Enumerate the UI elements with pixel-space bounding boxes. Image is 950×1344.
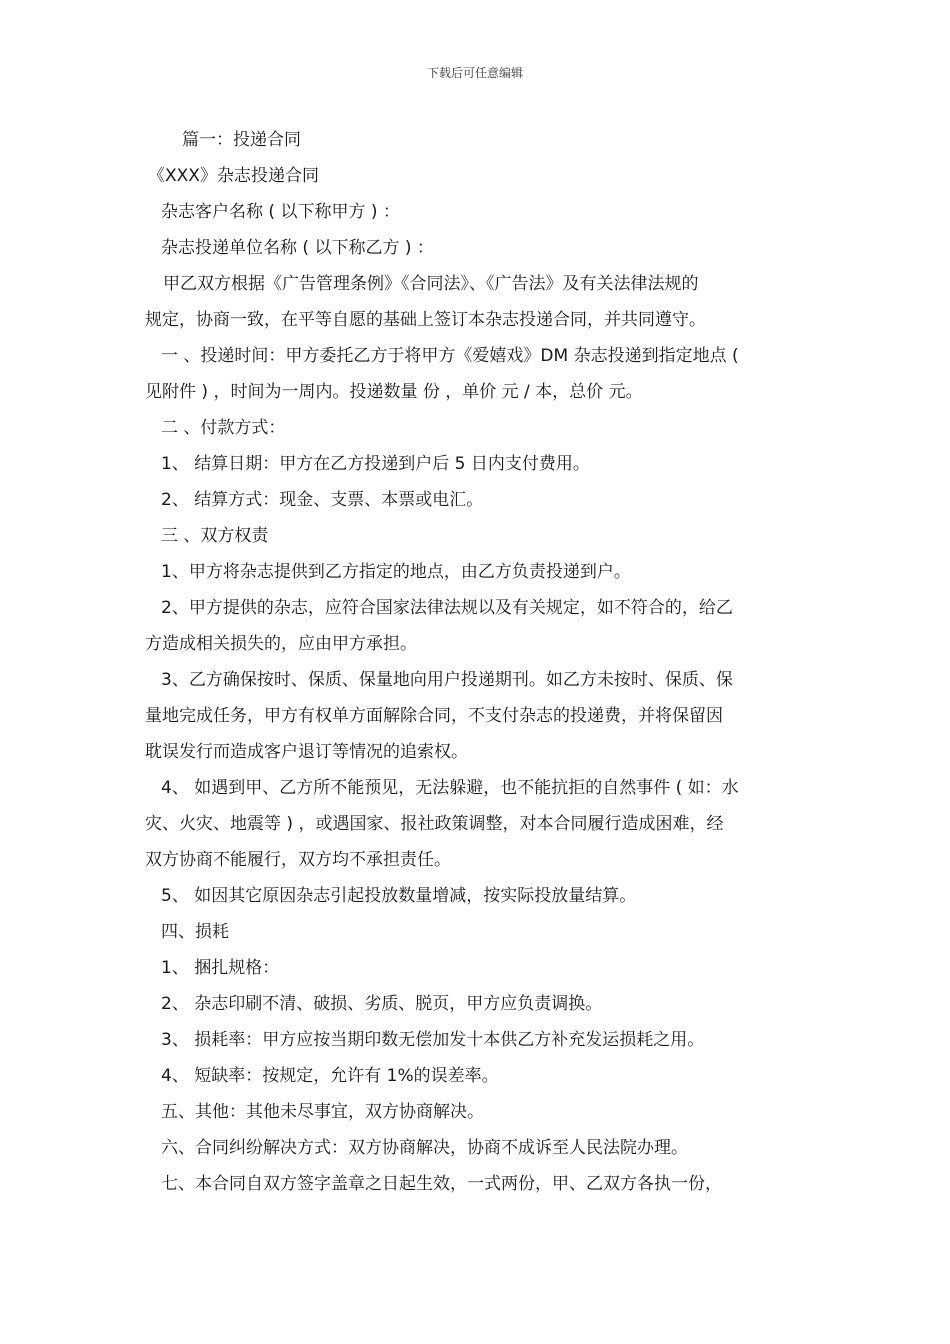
paragraph-line: 规定，协商一致，在平等自愿的基础上签订本杂志投递合同，并共同遵守。 [145, 310, 706, 330]
clause-heading: 二 、付款方式： [161, 418, 286, 438]
list-item: 3、乙方确保按时、保质、保量地向用户投递期刊。如乙方未按时、保质、保 [161, 670, 733, 690]
document-body [145, 122, 810, 1202]
paragraph-line: 甲乙双方根据《广告管理条例》《合同法》、《广告法》及有关法律法规的 [163, 274, 699, 294]
list-item: 3、 损耗率：甲方应按当期印数无偿加发十本供乙方补充发运损耗之用。 [161, 1030, 705, 1050]
clause-heading: 三 、双方权责 [161, 526, 269, 546]
clause-heading: 七、本合同自双方签字盖章之日起生效，一式两份，甲、乙双方各执一份， [161, 1174, 722, 1194]
section-title: 篇一：投递合同 [182, 130, 301, 150]
list-item: 5、 如因其它原因杂志引起投放数量增减，按实际投放量结算。 [161, 886, 637, 906]
paragraph-line: 量地完成任务，甲方有权单方面解除合同，不支付杂志的投递费，并将保留因 [145, 706, 723, 726]
page-header: 下载后可任意编辑 [426, 66, 523, 80]
paragraph-line: 灾、火灾、地震等 ) ，或遇国家、报社政策调整，对本合同履行造成困难，经 [145, 814, 724, 834]
contract-title: 《XXX》杂志投递合同 [148, 166, 319, 186]
paragraph-line: 方造成相关损失的，应由甲方承担。 [145, 634, 417, 654]
list-item: 4、 如遇到甲、乙方所不能预见，无法躲避，也不能抗拒的自然事件 ( 如：水 [161, 778, 739, 798]
clause-heading: 五、其他：其他未尽事宜，双方协商解决。 [161, 1102, 484, 1122]
paragraph-line: 双方协商不能履行，双方均不承担责任。 [145, 850, 451, 870]
list-item: 1、甲方将杂志提供到乙方指定的地点，由乙方负责投递到户。 [161, 562, 631, 582]
list-item: 2、 杂志印刷不清、破损、劣质、脱页，甲方应负责调换。 [161, 994, 603, 1014]
list-item: 2、 结算方式：现金、支票、本票或电汇。 [161, 490, 484, 510]
list-item: 4、 短缺率：按规定，允许有 1%的误差率。 [161, 1066, 499, 1086]
list-item: 1、 结算日期：甲方在乙方投递到户后 5 日内支付费用。 [161, 454, 590, 474]
list-item: 1、 捆扎规格： [161, 958, 280, 978]
clause-heading: 四、损耗 [161, 922, 229, 942]
clause-heading: 一 、投递时间：甲方委托乙方于将甲方《爱嬉戏》DM 杂志投递到指定地点 ( [161, 346, 739, 366]
paragraph-line: 见附件 ) ，时间为一周内。投递数量 份 ，单价 元 / 本，总价 元。 [145, 382, 643, 402]
clause-heading: 六、合同纠纷解决方式：双方协商解决，协商不成诉至人民法院办理。 [161, 1138, 688, 1158]
paragraph-line: 耽误发行而造成客户退订等情况的追索权。 [145, 742, 468, 762]
party-b-line: 杂志投递单位名称 ( 以下称乙方 ) ： [161, 238, 434, 258]
list-item: 2、甲方提供的杂志，应符合国家法律法规以及有关规定，如不符合的，给乙 [161, 598, 733, 618]
party-a-line: 杂志客户名称 ( 以下称甲方 ) ： [161, 202, 400, 222]
